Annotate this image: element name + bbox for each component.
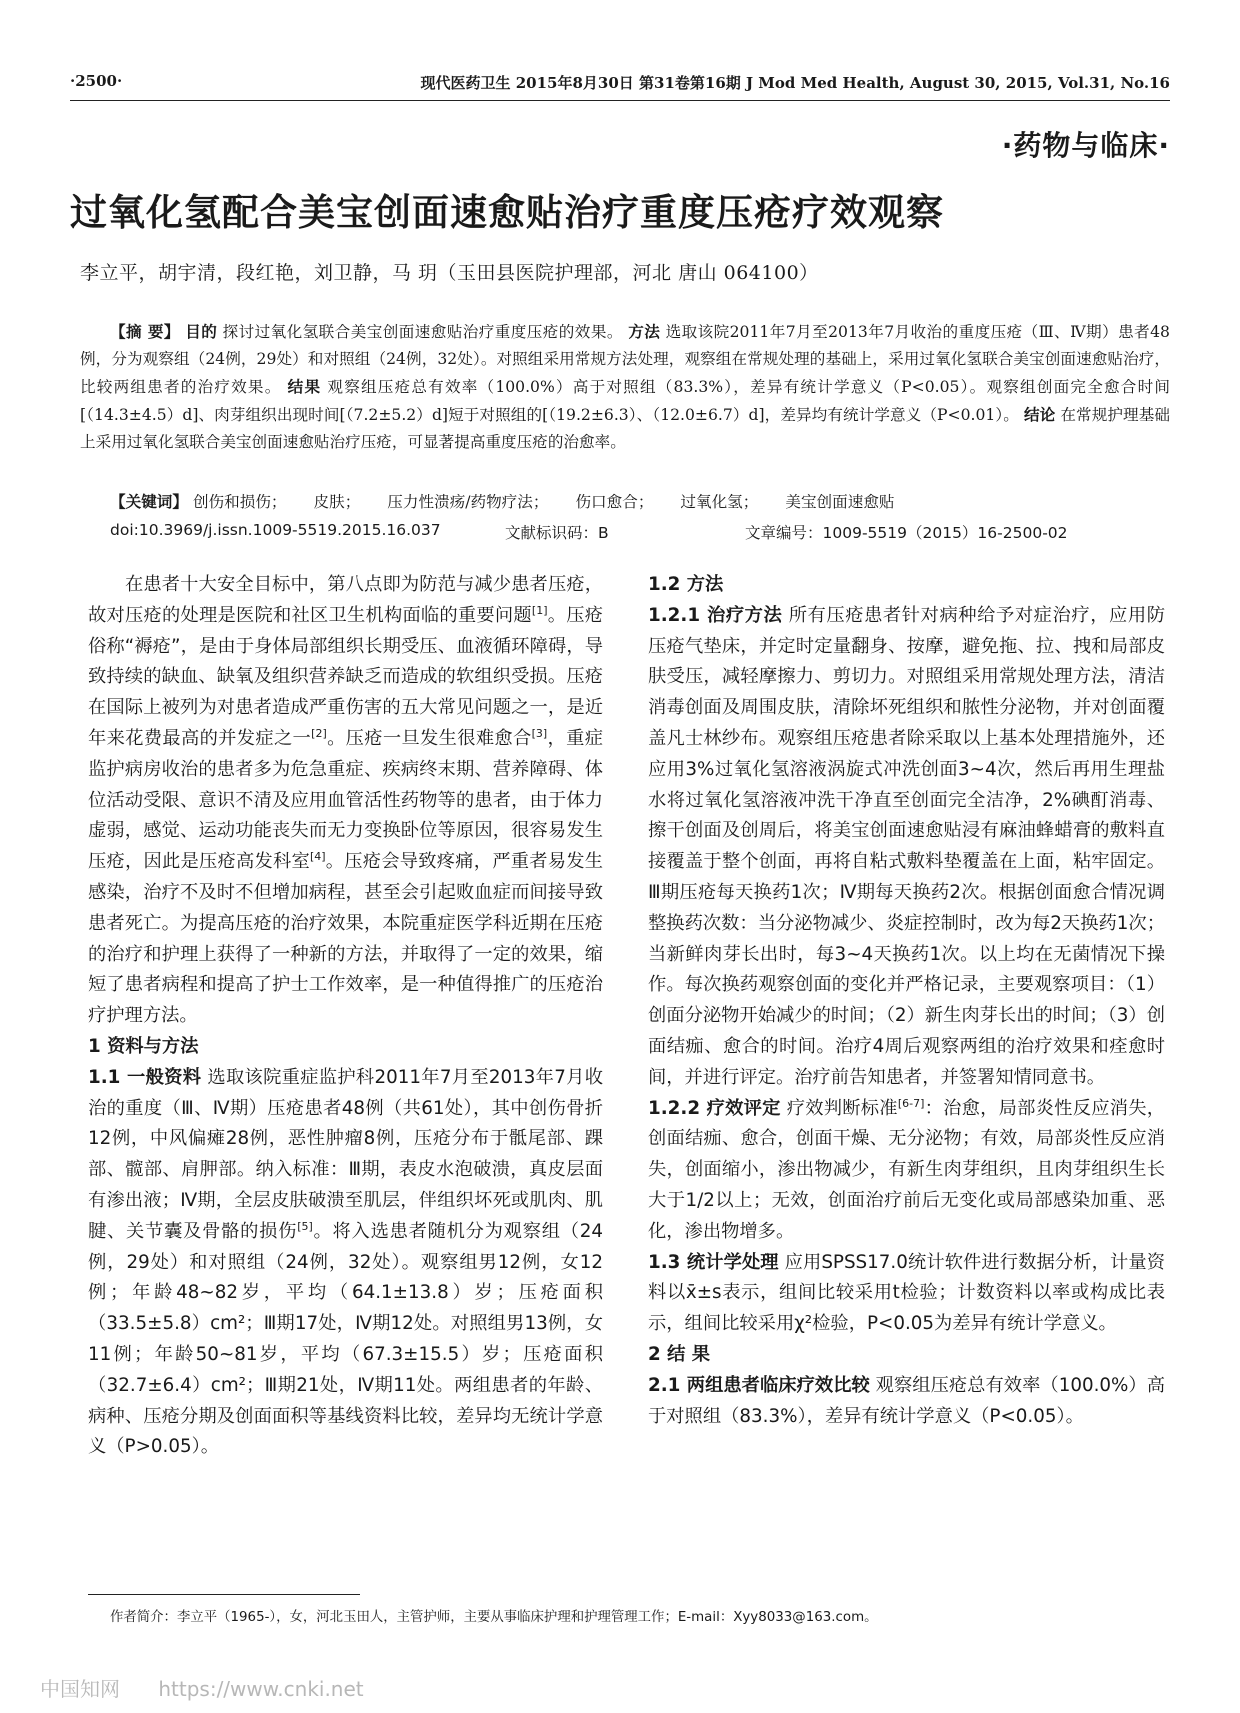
page-header xyxy=(70,72,1170,98)
watermark-url: https://www.cnki.net xyxy=(158,1677,364,1701)
right-column xyxy=(648,570,1165,1432)
body-text: 选取该院重症监护科2011年7月至2013年7月收治的重度（Ⅲ、Ⅳ期）压疮患者48例（共61处），其中创伤骨折12例，中风偏瘫28例，恶性肿瘤8例，压疮分布于骶尾部、踝部、髋部、肩胛部。纳入标准：Ⅲ期，表皮水泡破溃，真皮层面有渗出液；Ⅳ期，全层皮肤破溃至肌层，伴组织坏死或肌肉、肌腱、关节囊及骨骼的损伤 xyxy=(88,1066,604,1242)
keyword-item: 皮肤； xyxy=(313,493,361,511)
subsection-heading: 1.3 统计学处理 xyxy=(648,1251,779,1273)
objective-text: 探讨过氧化氢联合美宝创面速愈贴治疗重度压疮的效果。 xyxy=(222,323,623,341)
objective-label: 目的 xyxy=(185,322,218,341)
left-column xyxy=(88,570,603,1463)
citation: [6-7] xyxy=(897,1096,925,1110)
methods-label: 方法 xyxy=(628,322,661,341)
subsection-heading: 2.1 两组患者临床疗效比较 xyxy=(648,1374,870,1396)
conclusion-text: 在常规护理基础上采用过氧化氢联合美宝创面速愈贴治疗压疮，可显著提高重度压疮的治愈率。 xyxy=(80,406,1170,451)
body-text: 观察组压疮总有效率（100.0%）高于对照组（83.3%），差异有统计学意义（P<0.05）。 xyxy=(648,1374,1166,1427)
abstract xyxy=(80,318,1170,456)
conclusion-label: 结论 xyxy=(1023,405,1056,424)
subsection-heading: 1.1 一般资料 xyxy=(88,1066,202,1088)
citation: [4] xyxy=(309,850,326,864)
intro-text: 。压疮俗称“褥疮”，是由于身体局部组织长期受压、血液循环障碍，导致持续的缺血、缺氧及组织营养缺乏而造成的软组织受损。压疮在国际上被列为对患者造成严重伤害的五大常见问题之一，是近年来花费最高的并发症之一 xyxy=(88,604,604,749)
keyword-item: 美宝创面速愈贴 xyxy=(785,493,895,511)
body-text: 应用SPSS17.0统计软件进行数据分析，计量资料以x̄±s表示，组间比较采用t检验；计数资料以率或构成比表示，组间比较采用χ²检验，P<0.05为差异有统计学意义。 xyxy=(648,1251,1166,1335)
results-text: 观察组压疮总有效率（100.0%）高于对照组（83.3%），差异有统计学意义（P<0.05）。观察组创面完全愈合时间[（14.3±4.5）d]、肉芽组织出现时间[（7.2±5.2）d]短于对照组的[（19.2±6.3）、（12.0±6.7）d]，差异均有统计学意义（P<0.01）。 xyxy=(80,378,1170,424)
keyword-item: 过氧化氢； xyxy=(680,493,759,511)
intro-text: ，重症监护病房收治的患者多为危急重症、疾病终末期、营养障碍、体位活动受限、意识不清及应用血管活性药物等的患者，由于体力虚弱，感觉、运动功能丧失而无力变换卧位等原因，很容易发生压疮，因此是压疮高发科室 xyxy=(88,727,604,873)
abstract-label: 【摘 要】 xyxy=(110,322,180,341)
section-heading: 2 结 果 xyxy=(648,1343,711,1365)
author-footnote: 作者简介：李立平（1965-），女，河北玉田人，主管护师，主要从事临床护理和护理管理工作；E-mail：Xyy8033@163.com。 xyxy=(110,1610,878,1625)
document-code: 文献标识码：B xyxy=(505,524,609,542)
subsection-paragraph xyxy=(648,1094,1165,1248)
citation: [3] xyxy=(531,726,548,740)
citation: [1] xyxy=(531,603,548,617)
keyword-item: 创伤和损伤； xyxy=(192,493,287,511)
citation: [5] xyxy=(297,1219,313,1233)
subsection-heading: 1.2.1 治疗方法 xyxy=(648,604,783,626)
article-title: 过氧化氢配合美宝创面速愈贴治疗重度压疮疗效观察 xyxy=(70,191,944,234)
body-text: ：治愈，局部炎性反应消失，创面结痂、愈合，创面干燥、无分泌物；有效，局部炎性反应消失，创面缩小，渗出物减少，有新生肉芽组织，且肉芽组织生长大于1/2以上；无效，创面治疗前后无变化或局部感染加重、恶化，渗出物增多。 xyxy=(648,1097,1166,1242)
doi: doi:10.3969/j.issn.1009-5519.2015.16.037 xyxy=(110,521,441,539)
body-text: 所有压疮患者针对病种给予对症治疗，应用防压疮气垫床，并定时定量翻身、按摩，避免拖、拉、拽和局部皮肤受压，减轻摩擦力、剪切力。对照组采用常规处理方法，清洁消毒创面及周围皮肤，清除坏死组织和脓性分泌物，并对创面覆盖凡士林纱布。观察组压疮患者除采取以上基本处理措施外，还应用3%过氧化氢溶液涡旋式冲洗创面3~4次，然后再用生理盐水将过氧化氢溶液冲洗干净直至创面完全洁净，2%碘酊消毒、擦干创面及创周后，将美宝创面速愈贴浸有麻油蜂蜡膏的敷料直接覆盖于整个创面，再将自粘式敷料垫覆盖在上面，粘牢固定。Ⅲ期压疮每天换药1次；Ⅳ期每天换药2次。根据创面愈合情况调整换药次数：当分泌物减少、炎症控制时，改为每2天换药1次；当新鲜肉芽长出时，每3~4天换药1次。以上均在无菌情况下操作。每次换药观察创面的变化并严格记录，主要观察项目：（1）创面分泌物开始减少的时间；（2）新生肉芽长出的时间；（3）创面结痂、愈合的时间。治疗4周后观察两组的治疗效果和痊愈时间，并进行评定。治疗前告知患者，并签署知情同意书。 xyxy=(648,604,1165,1088)
results-label: 结果 xyxy=(287,377,322,396)
intro-paragraph xyxy=(88,570,603,1032)
footnote-rule xyxy=(88,1594,360,1595)
subsection-heading: 1.2.2 疗效评定 xyxy=(648,1097,781,1119)
subsection-paragraph xyxy=(648,601,1165,1094)
citation: [2] xyxy=(311,726,327,740)
keyword-item: 压力性溃疡/药物疗法； xyxy=(387,493,549,511)
subsection-paragraph xyxy=(88,1063,603,1463)
article-number: 文章编号：1009-5519（2015）16-2500-02 xyxy=(745,524,1068,542)
header-rule xyxy=(70,100,1170,101)
methods-text: 选取该院2011年7月至2013年7月收治的重度压疮（Ⅲ、Ⅳ期）患者48例，分为观察组（24例，29处）和对照组（24例，32处）。对照组采用常规方法处理，观察组在常规处理的基础上，采用过氧化氢联合美宝创面速愈贴治疗，比较两组患者的治疗效果。 xyxy=(80,323,1170,396)
section-heading: 1 资料与方法 xyxy=(88,1035,199,1057)
section-label: ·药物与临床· xyxy=(1001,129,1170,162)
keyword-item: 伤口愈合； xyxy=(575,493,654,511)
keywords-label: 【关键词】 xyxy=(110,492,188,511)
body-text: 疗效判断标准 xyxy=(786,1097,898,1119)
author-affiliation: 李立平，胡宇清，段红艳，刘卫静，马 玥（玉田县医院护理部，河北 唐山 064100） xyxy=(80,262,819,284)
subsection-paragraph xyxy=(648,1371,1165,1433)
subsection-paragraph xyxy=(648,1248,1165,1340)
intro-text: 。压疮一旦发生很难愈合 xyxy=(326,727,532,749)
subsection-heading: 1.2 方法 xyxy=(648,574,724,595)
cnki-logo: 中国知网 xyxy=(40,1677,120,1701)
intro-text: 在患者十大安全目标中，第八点即为防范与减少患者压疮，故对压疮的处理是医院和社区卫生机构面临的重要问题 xyxy=(88,574,603,626)
journal-running-head: 现代医药卫生 2015年8月30日 第31卷第16期 J Mod Med Health, August 30, 2015, Vol.31, No.16 xyxy=(420,74,1170,92)
page-number: ·2500· xyxy=(70,72,123,90)
intro-text: 。压疮会导致疼痛，严重者易发生感染，治疗不及时不但增加病程，甚至会引起败血症而间接导致患者死亡。为提高压疮的治疗效果，本院重症医学科近期在压疮的治疗和护理上获得了一种新的方法，并取得了一定的效果，缩短了患者病程和提高了护士工作效率，是一种值得推广的压疮治疗护理方法。 xyxy=(88,851,604,1027)
keywords xyxy=(110,490,1170,514)
body-text: 。将入选患者随机分为观察组（24例，29处）和对照组（24例，32处）。观察组男12例，女12例；年龄48~82岁，平均（64.1±13.8）岁；压疮面积（33.5±5.8）cm²；Ⅲ期17处，Ⅳ期12处。对照组男13例，女11例；年龄50~81岁，平均（67.3±15.5）岁；压疮面积（32.7±6.4）cm²；Ⅲ期21处，Ⅳ期11处。两组患者的年龄、病种、压疮分期及创面面积等基线资料比较，差异均无统计学意义（P>0.05）。 xyxy=(88,1220,604,1458)
watermark xyxy=(40,1673,364,1702)
